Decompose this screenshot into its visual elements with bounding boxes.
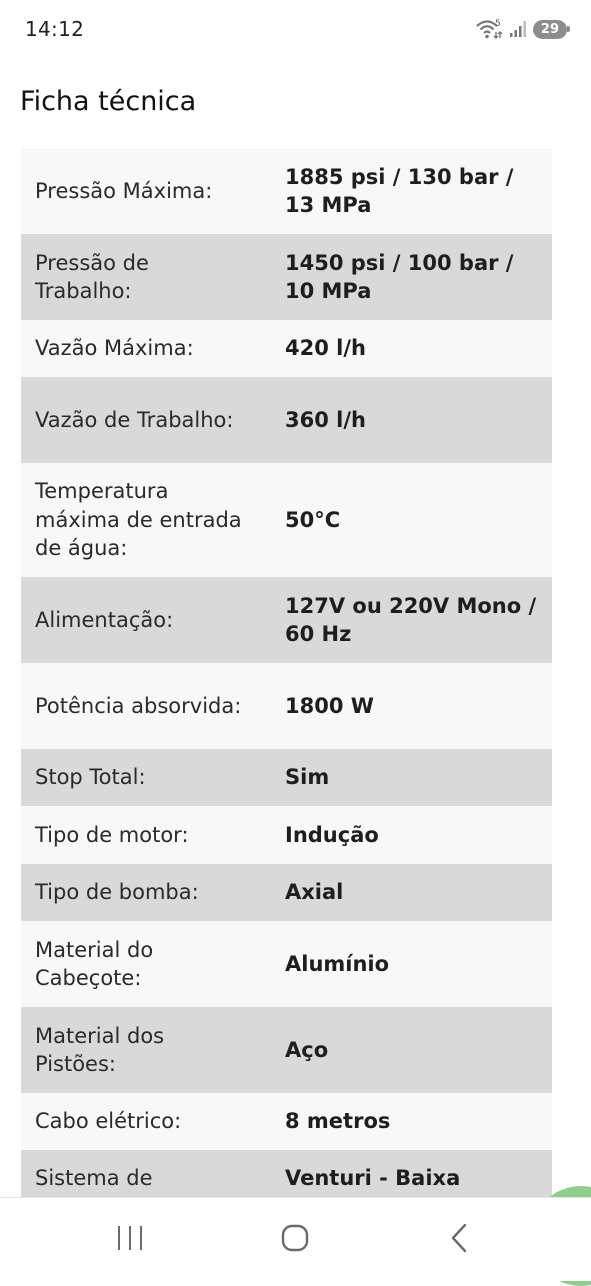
table-row — [21, 1007, 552, 1093]
spec-value: Venturi - Baixa — [285, 1166, 461, 1190]
back-icon — [448, 1223, 472, 1257]
spec-value: Indução — [285, 822, 379, 847]
page-title: Ficha técnica — [20, 86, 197, 117]
spec-value: Axial — [285, 880, 344, 905]
spec-label: Material do Cabeçote: — [35, 937, 154, 990]
status-time: 14:12 — [25, 17, 85, 41]
spec-label: Temperatura máxima de entrada de água: — [35, 479, 242, 561]
table-row — [21, 806, 552, 864]
spec-label: Vazão de Trabalho: — [35, 407, 234, 432]
wifi-icon — [475, 18, 503, 40]
battery-icon: 29 — [533, 20, 567, 39]
spec-value: 1800 W — [285, 693, 374, 718]
back-button[interactable] — [440, 1222, 480, 1258]
spec-value: 360 l/h — [285, 407, 366, 432]
status-icons — [475, 18, 567, 40]
home-icon — [280, 1223, 310, 1257]
table-row — [21, 864, 552, 921]
spec-label: Tipo de motor: — [35, 822, 189, 847]
spec-label: Vazão Máxima: — [35, 336, 194, 361]
table-row — [21, 320, 552, 377]
spec-label: Sistema de — [35, 1166, 153, 1190]
status-bar — [0, 0, 591, 62]
recent-apps-icon — [115, 1224, 145, 1256]
spec-value: 50°C — [285, 507, 341, 532]
spec-label: Material dos Pistões: — [35, 1023, 165, 1076]
spec-value: Sim — [285, 765, 330, 790]
spec-value: 420 l/h — [285, 336, 366, 361]
table-row — [21, 148, 552, 234]
spec-value: 1450 psi / 100 bar / 10 MPa — [285, 250, 514, 303]
spec-value: Alumínio — [285, 951, 390, 976]
recent-apps-button[interactable] — [110, 1222, 150, 1258]
spec-label: Pressão de Trabalho: — [35, 250, 149, 303]
spec-label: Potência absorvida: — [35, 693, 242, 718]
table-row — [21, 921, 552, 1007]
spec-value: 8 metros — [285, 1109, 391, 1134]
spec-label: Alimentação: — [35, 607, 174, 632]
spec-label: Tipo de bomba: — [35, 880, 199, 905]
table-row — [21, 749, 552, 806]
table-row — [21, 577, 552, 663]
home-button[interactable] — [275, 1222, 315, 1258]
table-row — [21, 663, 552, 749]
table-row — [21, 1093, 552, 1150]
spec-label: Pressão Máxima: — [35, 178, 213, 203]
wifi-badge: 5 — [494, 19, 501, 29]
specs-table — [21, 148, 552, 1210]
spec-label: Stop Total: — [35, 765, 146, 790]
signal-icon — [509, 20, 527, 38]
spec-value: 127V ou 220V Mono / 60 Hz — [285, 593, 537, 646]
table-row — [21, 377, 552, 463]
table-row — [21, 463, 552, 577]
navigation-bar — [0, 1197, 591, 1281]
table-row — [21, 234, 552, 320]
spec-label: Cabo elétrico: — [35, 1109, 182, 1134]
spec-value: 1885 psi / 130 bar / 13 MPa — [285, 164, 514, 217]
spec-value: Aço — [285, 1037, 329, 1062]
